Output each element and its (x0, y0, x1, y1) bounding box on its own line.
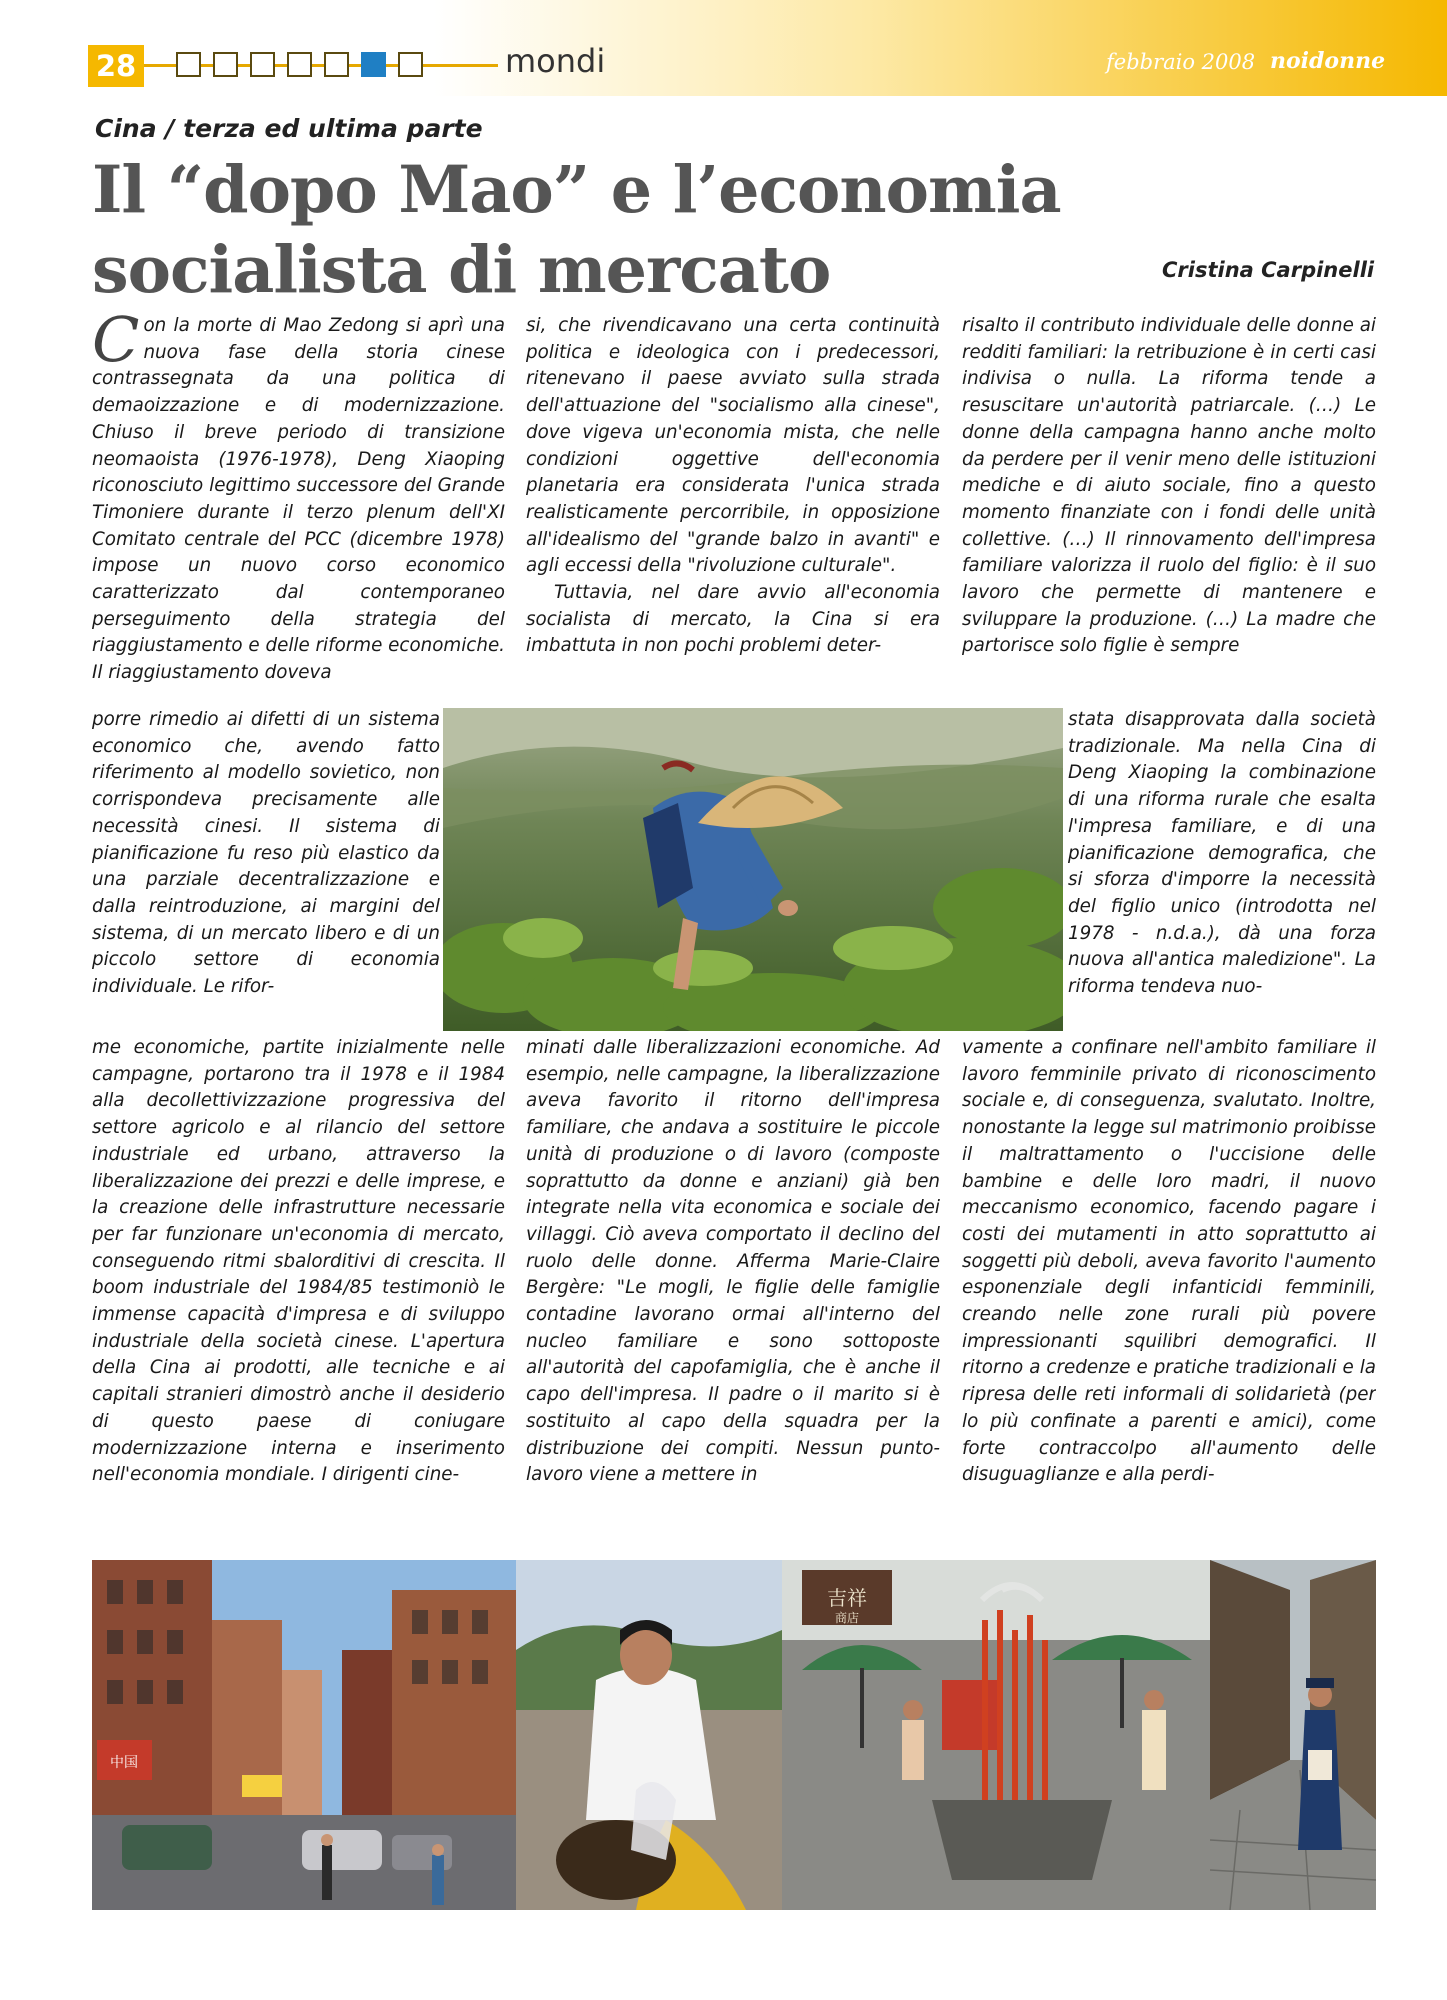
shop-sign-text: 吉祥 (827, 1586, 867, 1610)
section-square (213, 52, 238, 77)
shop-sign-text-2: 商店 (834, 1611, 860, 1625)
column-1-middle (92, 707, 440, 1035)
column-2-top (526, 313, 940, 708)
column-3-top (962, 313, 1376, 713)
paragraph: risalto il contributo individuale delle donne ai redditi familiari: la retribuzione è in certi casi indivisa o nulla. La riforma tende a resuscitare un'autorità patriarcale. (…) Le donne della campagna hanno anche molto da perdere per il venir meno delle istituzioni mediche e di aiuto sociale, fino a questo momento finanziate con i fondi delle unità collettive. (…) Il rinnovamento dell'impresa familiare valorizza il ruolo del figlio: è il suo lavoro che permette di mantenere e sviluppare la produzione. (…) La madre che partorisce solo figlie è sempre (962, 315, 1376, 657)
column-3-middle (1068, 707, 1376, 1035)
author-byline: Cristina Carpinelli (1162, 258, 1375, 282)
section-indicator (176, 52, 423, 77)
issue-date: febbraio 2008 (1106, 50, 1256, 74)
section-square (324, 52, 349, 77)
magazine-name: noidonne (1270, 48, 1386, 74)
section-square (287, 52, 312, 77)
section-square-active (361, 52, 386, 77)
chinatown-street-photo (92, 1560, 516, 1910)
paragraph: porre rimedio ai difetti di un sistema economico che, avendo fatto riferimento al modello sovietico, non corrispondeva precisamente alle necessità cinesi. Il sistema di pianificazione fu reso più elastico da una parziale decentralizzazione e dalla reintroduzione, ai margini del sistema, di un mercato libero e di un piccolo settore di economia individuale. Le rifor- (92, 709, 440, 998)
title-line-1: Il “dopo Mao” e l’economia (92, 152, 1061, 228)
temple-incense-photo (782, 1560, 1210, 1910)
paragraph: on la morte di Mao Zedong si aprì una nuova fase della storia cinese contrassegnata da una politica di demaoizzazione e di modernizzazione. Chiuso il breve periodo di transizione neomaoista (1976-1978), Deng Xiaoping riconosciuto legittimo successore del Grande Timoniere durante il terzo plenum dell'XI Comitato centrale del PCC (dicembre 1978) impose un nuovo corso economico caratterizzato dal contemporaneo perseguimento della strategia del riaggiustamento e delle riforme economiche. Il riaggiustamento doveva (92, 315, 505, 684)
column-1-top (92, 313, 505, 733)
paragraph: me economiche, partite inizialmente nelle campagne, portarono tra il 1978 e il 1984 alla decollettivizzazione progressiva del settore agricolo e al rilancio del settore industriale ed urbano, attraverso la liberalizzazione dei prezzi e delle imprese, e la creazione delle infrastrutture necessarie per far funzionare un'economia di mercato, conseguendo ritmi sbalorditivi di crescita. Il boom industriale del 1984/85 testimoniò le immense capacità d'impresa e di sviluppo industriale della società cinese. L'apertura della Cina ai prodotti, alle tecniche e ai capitali stranieri dimostrò anche il desiderio di questo paese di coniugare modernizzazione interna e inserimento nell'economia mondiale. I dirigenti cine- (92, 1037, 505, 1486)
column-2-bottom (526, 1035, 940, 1555)
header-band (0, 0, 1447, 96)
incense-burner (932, 1800, 1112, 1880)
article-title (92, 150, 1092, 310)
section-square (176, 52, 201, 77)
article-kicker: Cina / terza ed ultima parte (95, 114, 483, 143)
tea-picker-photo (443, 708, 1063, 1031)
section-square (398, 52, 423, 77)
column-3-bottom (962, 1035, 1376, 1555)
title-line-2: socialista di mercato (92, 232, 831, 308)
paragraph: stata disapprovata dalla società tradizionale. Ma nella Cina di Deng Xiaoping la combinazione di una riforma rurale che esalta l'impresa familiare, e di una pianificazione demografica, che si sforza d'imporre la necessità del figlio unico (introdotta nel 1978 - n.d.a.), dà una forza nuova all'antica maledizione". La riforma tendeva nuo- (1068, 709, 1376, 998)
drop-cap: C (92, 313, 140, 376)
section-square (250, 52, 275, 77)
column-1-bottom (92, 1035, 505, 1555)
page-number: 28 (88, 45, 144, 87)
market-woman-photo (516, 1560, 782, 1910)
old-town-street-photo (1210, 1560, 1376, 1910)
paragraph: si, che rivendicavano una certa continuità politica e ideologica con i predecessori, ritenevano il paese avviato sulla strada dell'attuazione del "socialismo alla cinese", dove vigeva un'economia mista, che nelle condizioni oggettive dell'economia planetaria era considerata l'unica strada realisticamente percorribile, in opposizione all'idealismo del "grande balzo in avanti" e agli eccessi della "rivoluzione culturale". (526, 315, 940, 577)
paragraph: minati dalle liberalizzazioni economiche. Ad esempio, nelle campagne, la liberalizzazione aveva favorito il ritorno dell'impresa familiare, che andava a sostituire le piccole unità di produzione o di lavoro (composte soprattutto da donne e anziani) già ben integrate nella vita economica e sociale dei villaggi. Ciò aveva comportato il declino del ruolo delle donne. Afferma Marie-Claire Bergère: "Le mogli, le figlie delle famiglie contadine lavorano ormai all'interno del nucleo familiare e sono sottoposte all'autorità del capofamiglia, che è anche il capo dell'impresa. Il padre o il marito si è sostituito al capo della squadra per la distribuzione dei compiti. Nessun punto-lavoro viene a mettere in (526, 1037, 940, 1486)
paragraph: vamente a confinare nell'ambito familiare il lavoro femminile privato di riconoscimento sociale e, di conseguenza, svalutato. Inoltre, nonostante la legge sul matrimonio proibisse il maltrattamento o l'uccisione delle bambine e delle loro madri, il nuovo meccanismo economico, facendo pagare i costi dei mutamenti in atto soprattutto ai soggetti più deboli, aveva favorito l'aumento esponenziale degli infanticidi femminili, creando nelle zone rurali più povere impressionanti squilibri demografici. Il ritorno a credenze e pratiche tradizionali e la ripresa delle reti informali di solidarietà (per lo più confinate a parenti e amici), come forte contraccolpo all'aumento delle disuguaglianze e alla perdi- (962, 1037, 1376, 1486)
street-sign-text: 中国 (110, 1755, 138, 1771)
section-label: mondi (505, 42, 606, 80)
paragraph: Tuttavia, nel dare avvio all'economia socialista di mercato, la Cina si era imbattuta in non pochi problemi deter- (526, 582, 940, 657)
